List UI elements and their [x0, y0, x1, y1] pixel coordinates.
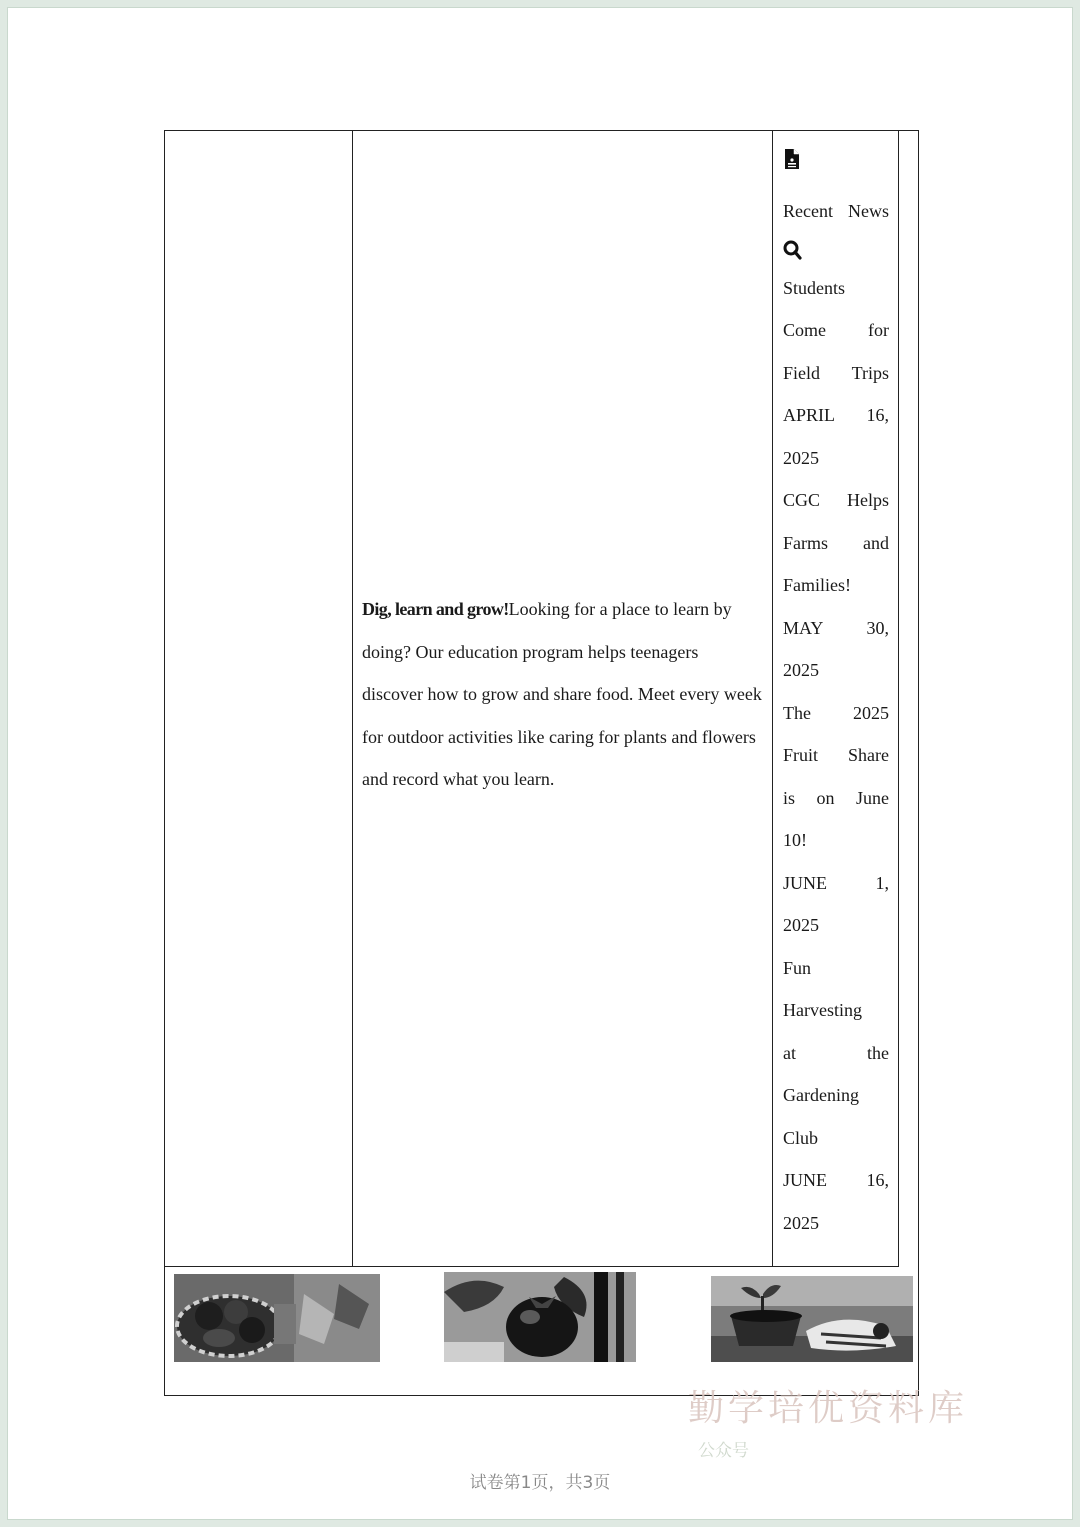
- intro-body: Looking for a place to learn by doing? Our education program helps teenagers discover how to grow and share food. Meet every week for outdoor activities like caring for plants and flowers and record what you learn.: [362, 599, 762, 789]
- news-title-line: Fun: [783, 957, 812, 978]
- page-footer: 试卷第1页，共3页: [469, 1473, 611, 1493]
- file-icon[interactable]: [783, 148, 889, 176]
- news-title-line: Club: [783, 1127, 819, 1148]
- news-title-line: Gardening: [783, 1085, 859, 1105]
- seedling-and-garden-gloves-photo: [711, 1276, 913, 1362]
- news-item[interactable]: [783, 947, 889, 1245]
- watermark-subtitle: 公众号: [698, 1441, 749, 1461]
- news-title-line: Harvesting: [783, 1000, 862, 1020]
- news-date-line: 2025: [783, 447, 819, 468]
- news-item[interactable]: [783, 479, 889, 692]
- watermark-title: 勤学培优资料库: [688, 1388, 969, 1429]
- news-title-line: Students: [783, 277, 846, 298]
- basket-of-vegetables-photo: [174, 1274, 380, 1362]
- tomato-on-vine-photo: [444, 1272, 636, 1362]
- news-date-line: 2025: [783, 915, 819, 935]
- news-title-line: is on June: [783, 787, 889, 808]
- row-divider: [164, 1266, 898, 1267]
- news-title-line: The 2025: [783, 702, 889, 723]
- news-title-line: CGC Helps: [783, 490, 889, 510]
- column-divider-right: [772, 130, 773, 1267]
- news-date-line: 2025: [783, 1212, 819, 1233]
- column-divider-left: [352, 130, 353, 1267]
- news-title-line: Fruit Share: [783, 745, 889, 765]
- sidebar-inner-border: [898, 130, 899, 1267]
- news-item[interactable]: [783, 267, 889, 480]
- recent-news-sidebar: [783, 148, 889, 1244]
- intro-paragraph: [362, 588, 762, 801]
- news-date-line: MAY 30,: [783, 617, 889, 638]
- document-page: [8, 8, 1072, 1519]
- news-date-line: JUNE 1,: [783, 872, 889, 893]
- news-title-line: at the: [783, 1042, 889, 1063]
- news-item[interactable]: [783, 692, 889, 947]
- news-title-line: Families!: [783, 575, 851, 595]
- news-title-line: 10!: [783, 830, 807, 850]
- news-title-line: Farms and: [783, 532, 889, 553]
- news-title-line: Come for: [783, 320, 889, 340]
- search-icon[interactable]: [783, 239, 889, 267]
- news-date-line: JUNE 16,: [783, 1170, 889, 1190]
- recent-news-title: Recent News: [783, 201, 889, 221]
- intro-heading: Dig, learn and grow!: [362, 599, 509, 619]
- news-title-line: Field Trips: [783, 362, 889, 383]
- news-date-line: APRIL 16,: [783, 405, 889, 425]
- news-date-line: 2025: [783, 660, 819, 680]
